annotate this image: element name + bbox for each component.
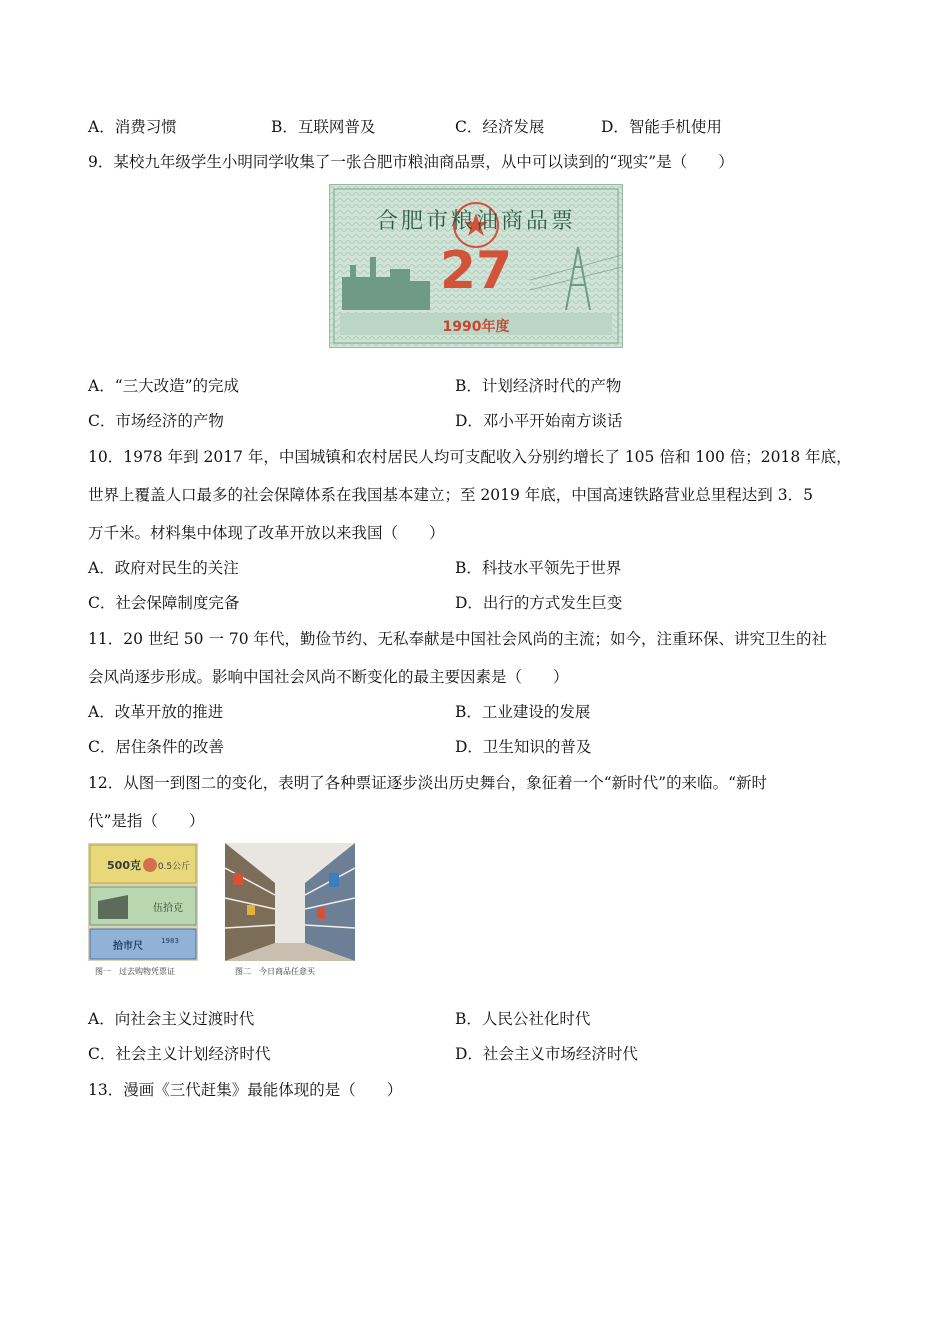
q12-stem-line1: 12．从图一到图二的变化，表明了各种票证逐步淡出历史舞台，象征着一个“新时代”的来临。“新时 [88, 774, 767, 792]
q12-option-c: C．社会主义计划经济时代 [88, 1045, 271, 1063]
q9-option-b: B．计划经济时代的产物 [455, 377, 622, 395]
ticket-graphic [330, 185, 622, 347]
q12-stem-line2: 代”是指（ ） [88, 812, 205, 830]
q12-option-d: D．社会主义市场经济时代 [455, 1045, 638, 1063]
coupon1-amount: 500克 [107, 859, 141, 872]
q9-option-c: C．市场经济的产物 [88, 412, 224, 430]
supermarket-image [225, 843, 355, 961]
coupon3-year: 1983 [161, 937, 179, 945]
grain-oil-ticket-image [329, 184, 623, 348]
q11-stem-line2: 会风尚逐步形成。影响中国社会风尚不断变化的最主要因素是（ ） [88, 668, 569, 686]
q11-stem-line1: 11．20 世纪 50 一 70 年代，勤俭节约、无私奉献是中国社会风尚的主流；如今，注重环保、讲究卫生的社 [88, 630, 828, 648]
q10-option-b: B．科技水平领先于世界 [455, 559, 622, 577]
q12-option-b: B．人民公社化时代 [455, 1010, 591, 1028]
q10-stem-line2: 世界上覆盖人口最多的社会保障体系在我国基本建立；至 2019 年底，中国高速铁路营业总里程达到 3．5 [88, 486, 813, 504]
figure2-caption: 图二 今日商品任意买 [235, 967, 315, 976]
q10-option-a: A．政府对民生的关注 [88, 559, 239, 577]
q11-option-d: D．卫生知识的普及 [455, 738, 592, 756]
coupons-graphic [88, 843, 198, 961]
q11-option-b: B．工业建设的发展 [455, 703, 591, 721]
ration-coupons-image [88, 843, 198, 961]
q11-option-c: C．居住条件的改善 [88, 738, 224, 756]
coupon1-weight: 0.5公斤 [157, 862, 191, 872]
q10-option-d: D．出行的方式发生巨变 [455, 594, 623, 612]
q8-option-d: D．智能手机使用 [601, 118, 722, 136]
coupon3-label: 拾市尺 [113, 941, 143, 952]
supermarket-graphic [225, 843, 355, 961]
q11-option-a: A．改革开放的推进 [88, 703, 224, 721]
q8-option-c: C．经济发展 [455, 118, 545, 136]
coupon2-label: 伍拾克 [153, 903, 183, 914]
ticket-year: 1990年度 [442, 319, 510, 335]
figure1-caption: 图一 过去购物凭票证 [95, 967, 175, 976]
q10-stem-line3: 万千米。材料集中体现了改革开放以来我国（ ） [88, 524, 445, 542]
q9-option-a: A．“三大改造”的完成 [88, 377, 240, 395]
q8-option-a: A．消费习惯 [88, 118, 177, 136]
q9-option-d: D．邓小平开始南方谈话 [455, 412, 623, 430]
ticket-number: 27 [439, 241, 513, 301]
q13-stem: 13．漫画《三代赶集》最能体现的是（ ） [88, 1081, 403, 1099]
q9-stem: 9．某校九年级学生小明同学收集了一张合肥市粮油商品票，从中可以读到的“现实”是（ ） [88, 153, 734, 171]
q12-option-a: A．向社会主义过渡时代 [88, 1010, 255, 1028]
q10-stem-line1: 10．1978 年到 2017 年，中国城镇和农村居民人均可支配收入分别约增长了 105 倍和 100 倍；2018 年底， [88, 448, 852, 466]
q8-option-b: B．互联网普及 [271, 118, 376, 136]
q10-option-c: C．社会保障制度完备 [88, 594, 240, 612]
ticket-title: 合肥市粮油商品票 [375, 209, 577, 234]
